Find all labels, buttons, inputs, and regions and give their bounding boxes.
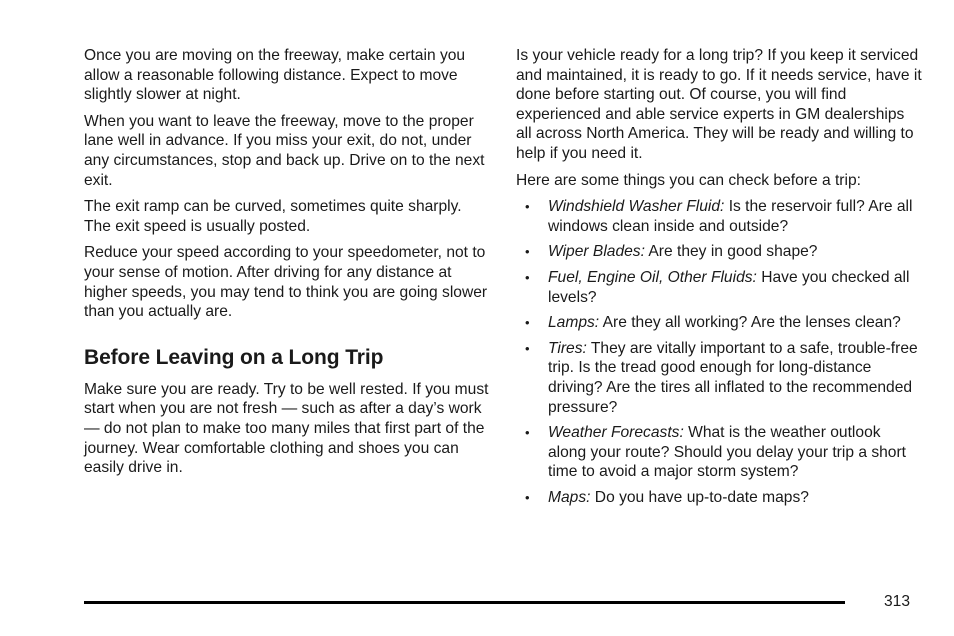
checklist-item [516, 242, 922, 262]
page-number: 313 [884, 593, 911, 610]
paragraph-checklist-intro: Here are some things you can check before a trip: [516, 171, 861, 189]
left-column [84, 46, 492, 485]
paragraph-be-ready: Make sure you are ready. Try to be well rested. If you must start when you are not fresh — such as after a day’s work — do not plan to make too many miles that first part of the journey. Wear comfortable clothing and shoes you can easily drive in. [84, 380, 489, 477]
checklist-item [516, 423, 922, 482]
checklist [516, 197, 922, 507]
bullet-icon: • [525, 425, 530, 441]
paragraph-following-distance: Once you are moving on the freeway, make certain you allow a reasonable following distance. Expect to move slightly slower at night. [84, 47, 466, 104]
bullet-icon: • [525, 269, 530, 285]
checklist-item [516, 313, 922, 333]
section-heading: Before Leaving on a Long Trip [84, 345, 384, 369]
checklist-term: Tires: [548, 339, 587, 357]
footer-rule [84, 601, 845, 604]
checklist-item [516, 197, 922, 236]
bullet-icon: • [525, 244, 530, 260]
checklist-text: Are they in good shape? [644, 243, 818, 261]
checklist-text: Have you checked all levels? [548, 268, 910, 306]
bullet-icon: • [525, 199, 530, 215]
checklist-term: Windshield Washer Fluid: [548, 198, 725, 216]
right-column [516, 46, 922, 513]
checklist-term: Weather Forecasts: [548, 424, 684, 442]
checklist-term: Fuel, Engine Oil, Other Fluids: [548, 268, 757, 286]
checklist-term: Lamps: [548, 314, 600, 332]
checklist-text: They are vitally important to a safe, trouble-free trip. Is the tread good enough for long-distance driving? Are the tires all inflated to the recommended pressure? [548, 339, 918, 416]
checklist-text: Is the reservoir full? Are all windows clean inside and outside? [548, 198, 913, 235]
bullet-icon: • [525, 315, 530, 331]
checklist-item [516, 488, 922, 508]
checklist-text: Are they all working? Are the lenses clean? [599, 314, 901, 332]
checklist-text: What is the weather outlook along your route? Should you delay your trip a short time to avoid a major storm system? [548, 424, 907, 481]
bullet-icon: • [525, 489, 530, 505]
checklist-item [516, 268, 922, 307]
paragraph-vehicle-ready: Is your vehicle ready for a long trip? If you keep it serviced and maintained, it is ready to go. If it needs service, have it done before starting out. Of course, you will find experienced and able service experts in GM dealerships all across North America. They will be ready and willing to help if you need it. [516, 47, 922, 162]
checklist-term: Wiper Blades: [548, 243, 645, 261]
bullet-icon: • [525, 340, 530, 356]
paragraph-leaving-freeway: When you want to leave the freeway, move to the proper lane well in advance. If you miss your exit, do not, under any circumstances, stop and back up. Drive on to the next exit. [84, 112, 485, 189]
checklist-item [516, 339, 922, 417]
paragraph-reduce-speed: Reduce your speed according to your speedometer, not to your sense of motion. After driving for any distance at higher speeds, you may tend to think you are going slower than you actually are. [84, 244, 488, 321]
paragraph-exit-ramp: The exit ramp can be curved, sometimes quite sharply. The exit speed is usually posted. [84, 198, 462, 235]
checklist-term: Maps: [548, 488, 591, 506]
checklist-text: Do you have up-to-date maps? [590, 488, 809, 506]
